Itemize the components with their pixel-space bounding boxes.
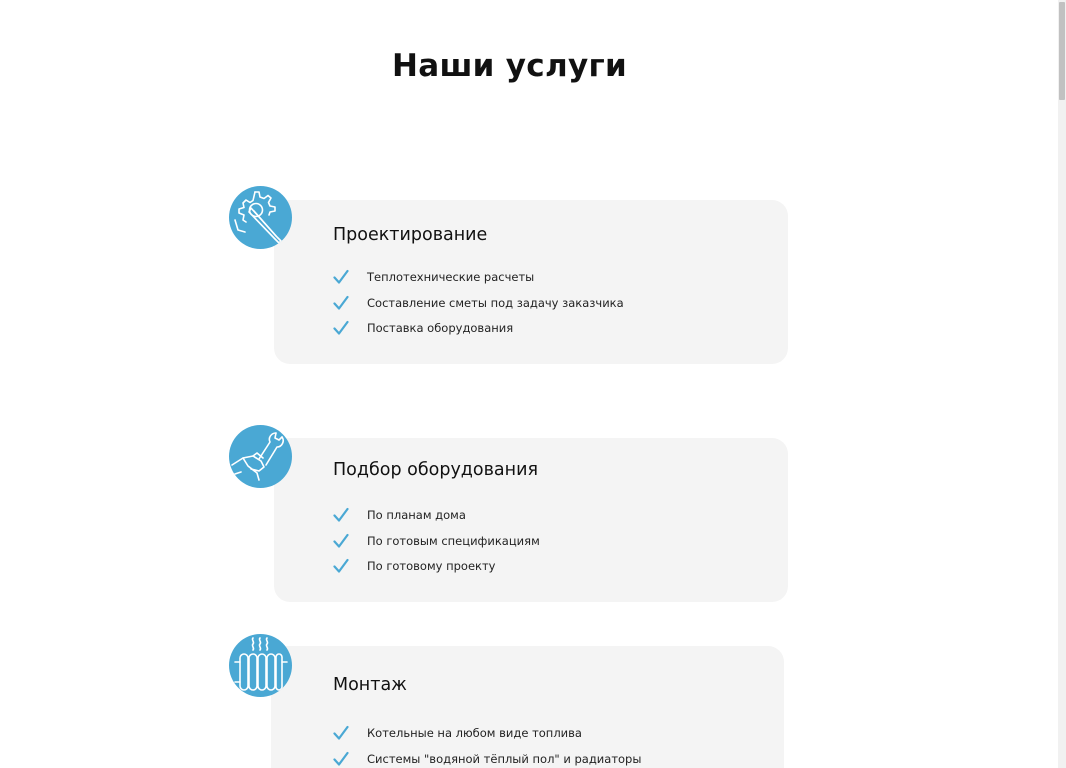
service-feature-text: По готовым спецификациям: [367, 533, 540, 548]
checkmark-icon: [333, 269, 349, 285]
checkmark-icon: [333, 558, 349, 574]
service-feature-item: [333, 720, 641, 746]
service-card-equipment-selection: [274, 438, 788, 602]
gear-pencil-icon: [229, 186, 292, 249]
service-feature-text: Поставка оборудования: [367, 321, 514, 336]
service-feature-text: Теплотехнические расчеты: [367, 269, 535, 284]
service-card-design: [274, 200, 788, 364]
service-feature-text: По планам дома: [367, 507, 466, 522]
service-feature-text: Составление сметы под задачу заказчика: [367, 295, 624, 310]
service-feature-text: Котельные на любом виде топлива: [367, 725, 582, 740]
service-feature-item: [333, 528, 540, 554]
scrollbar-thumb[interactable]: [1059, 2, 1065, 100]
service-card-installation: [271, 646, 784, 768]
service-feature-item: [333, 264, 624, 290]
radiator-icon: [229, 634, 292, 697]
checkmark-icon: [333, 507, 349, 523]
service-feature-text: Системы "водяной тёплый пол" и радиаторы: [367, 751, 642, 766]
hand-wrench-icon: [229, 425, 292, 488]
checkmark-icon: [333, 725, 349, 741]
service-feature-item: [333, 502, 540, 528]
service-feature-item: [333, 290, 624, 316]
service-title: Подбор оборудования: [333, 460, 538, 480]
service-title: Проектирование: [333, 225, 488, 245]
checkmark-icon: [333, 751, 349, 767]
service-feature-item: [333, 746, 641, 768]
service-feature-text: По готовому проекту: [367, 559, 496, 574]
service-feature-list: [333, 264, 624, 341]
service-feature-item: [333, 554, 540, 580]
service-title: Монтаж: [333, 675, 407, 695]
service-feature-list: [333, 502, 540, 579]
checkmark-icon: [333, 533, 349, 549]
service-feature-list: [333, 720, 641, 768]
page-title: Наши услуги: [391, 48, 627, 84]
checkmark-icon: [333, 320, 349, 336]
checkmark-icon: [333, 295, 349, 311]
service-feature-item: [333, 316, 624, 342]
vertical-scrollbar[interactable]: [1058, 0, 1066, 768]
